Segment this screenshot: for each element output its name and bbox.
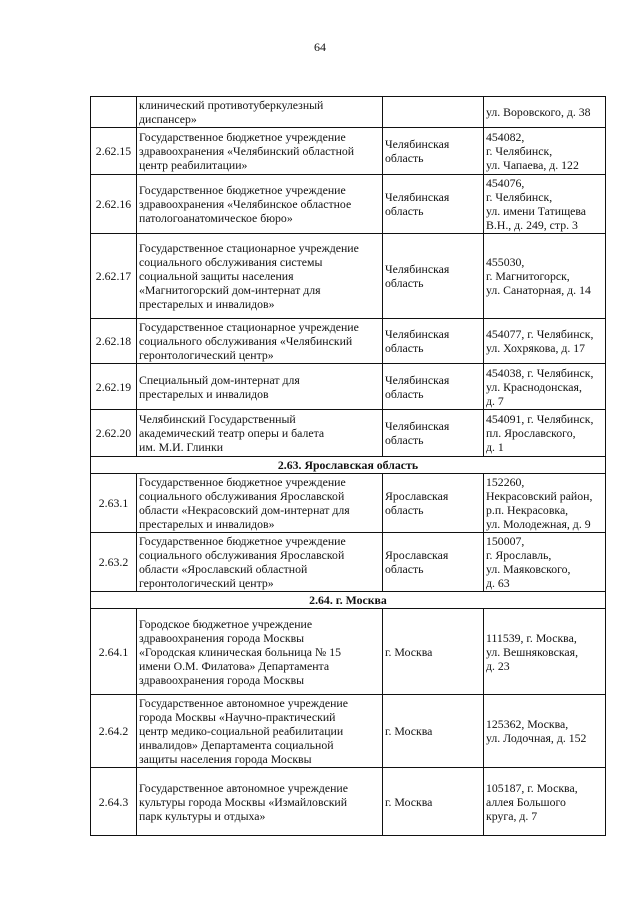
address-line: г. Челябинск, [486,144,553,158]
institution-name-line: геронтологический центр» [139,348,274,362]
table-row [91,319,606,364]
region-line: Челябинская [385,327,450,341]
region-line: область [385,151,424,165]
item-number: 2.63.2 [91,533,137,592]
region-line: г. Москва [385,724,433,738]
institution-name-cell [137,410,383,457]
institution-name-line: Государственное бюджетное учреждение [139,534,346,548]
address-line: В.Н., д. 249, стр. 3 [486,218,578,232]
table-row [91,410,606,457]
region-line: Челябинская [385,262,450,276]
item-number: 2.64.2 [91,695,137,768]
address-line: 150007, [486,534,525,548]
address-line: 105187, г. Москва, [486,780,578,795]
table-row [91,695,606,768]
address-cell [484,234,606,319]
address-line: 454076, [486,176,525,190]
item-number: 2.62.18 [91,319,137,364]
institution-name-line: Государственное бюджетное учреждение [139,475,346,489]
address-line: ул. Чапаева, д. 122 [486,158,579,172]
address-line: ул. Краснодонская, [486,379,582,394]
institution-name-line: здравоохранения «Челябинское областное [139,197,352,211]
institution-name-line: социального обслуживания Ярославской [139,489,345,503]
region-cell [383,474,484,533]
institution-name-line: патологоанатомическое бюро» [139,211,293,225]
address-line: д. 23 [486,658,510,673]
address-cell [484,609,606,695]
region-line: область [385,562,424,576]
address-line: аллея Большого [486,794,566,809]
institution-name-cell [137,533,383,592]
address-line: Некрасовский район, [486,489,593,503]
institution-name-line: Городское бюджетное учреждение [139,616,313,631]
institution-name-cell [137,364,383,410]
institution-name-line: диспансер» [139,112,197,126]
address-cell [484,474,606,533]
address-line: 111539, г. Москва, [486,630,577,645]
region-cell [383,319,484,364]
institution-name-line: Специальный дом-интернат для [139,372,300,387]
institutions-table [90,96,606,836]
address-cell [484,97,606,128]
address-line: д. 63 [486,576,510,590]
section-title: 2.64. г. Москва [91,592,606,609]
region-cell [383,695,484,768]
address-line: ул. Хохрякова, д. 17 [486,341,586,355]
section-title: 2.63. Ярославская область [91,457,606,474]
table-row [91,234,606,319]
table-body [91,97,606,836]
address-line: 455030, [486,255,525,269]
institution-name-line: социального обслуживания Ярославской [139,548,345,562]
region-cell [383,364,484,410]
region-line: область [385,386,424,401]
address-cell [484,128,606,175]
address-line: круга, д. 7 [486,808,538,823]
institution-name-cell [137,609,383,695]
region-line: Челябинская [385,137,450,151]
institution-name-line: клинический противотуберкулезный [139,98,324,112]
region-line: Ярославская [385,489,449,503]
region-line: Челябинская [385,190,450,204]
region-line: область [385,503,424,517]
address-line: г. Челябинск, [486,190,553,204]
address-line: д. 7 [486,393,504,408]
address-line: ул. Молодежная, д. 9 [486,517,591,531]
address-line: р.п. Некрасовка, [486,503,569,517]
address-line: ул. Маяковского, [486,562,571,576]
institution-name-line: Государственное стационарное учреждение [139,320,359,334]
table-row [91,474,606,533]
institution-name-line: социального обслуживания системы [139,255,323,269]
item-number: 2.64.1 [91,609,137,695]
institution-name-line: Государственное бюджетное учреждение [139,183,346,197]
region-line: область [385,204,424,218]
address-line: 454082, [486,130,525,144]
section-header-row [91,592,606,609]
region-line: область [385,341,424,355]
institution-name-line: парк культуры и отдыха» [139,808,266,823]
institution-name-line: им. М.И. Глинки [139,440,224,454]
institution-name-line: центр реабилитации» [139,158,248,172]
institution-name-cell [137,128,383,175]
address-cell [484,410,606,457]
table-row [91,768,606,836]
institution-name-line: Государственное бюджетное учреждение [139,130,346,144]
item-number: 2.64.3 [91,768,137,836]
address-cell [484,768,606,836]
institution-name-cell [137,768,383,836]
address-cell [484,175,606,234]
region-line: г. Москва [385,794,433,809]
institution-name-line: здравоохранения города Москвы [139,630,305,645]
address-line: г. Ярославль, [486,548,552,562]
institution-name-cell [137,695,383,768]
table-row [91,533,606,592]
region-cell [383,175,484,234]
institution-name-line: Государственное автономное учреждение [139,780,348,795]
table-row [91,609,606,695]
institution-name-line: Государственное автономное учреждение [139,696,348,710]
address-line: пл. Ярославского, [486,426,576,440]
address-line: ул. Воровского, д. 38 [486,105,591,119]
region-line: г. Москва [385,644,433,659]
institution-name-line: престарелых и инвалидов» [139,297,275,311]
address-line: 454091, г. Челябинск, [486,412,594,426]
institution-name-line: «Городская клиническая больница № 15 [139,644,341,659]
institution-name-line: города Москвы «Научно-практический [139,710,336,724]
item-number: 2.62.19 [91,364,137,410]
region-cell [383,533,484,592]
address-line: 152260, [486,475,525,489]
address-cell [484,364,606,410]
institution-name-line: культуры города Москвы «Измайловский [139,794,348,809]
institution-name-line: Государственное стационарное учреждение [139,241,359,255]
institution-name-cell [137,97,383,128]
region-line: Ярославская [385,548,449,562]
address-line: 125362, Москва, [486,717,569,731]
item-number: 2.62.17 [91,234,137,319]
institution-name-line: социальной защиты населения [139,269,294,283]
item-number: 2.62.20 [91,410,137,457]
region-cell [383,97,484,128]
region-cell [383,410,484,457]
region-line: Челябинская [385,372,450,387]
address-line: 454038, г. Челябинск, [486,365,594,380]
institution-name-line: центр медико-социальной реабилитации [139,724,344,738]
region-line: область [385,433,424,447]
region-line: Челябинская [385,419,450,433]
region-line: область [385,276,424,290]
page-number: 64 [314,40,326,54]
institution-name-line: защиты населения города Москвы [139,752,312,766]
institution-name-line: области «Некрасовский дом-интернат для [139,503,350,517]
institution-name-line: академический театр оперы и балета [139,426,325,440]
region-cell [383,234,484,319]
region-cell [383,609,484,695]
institution-name-line: престарелых и инвалидов» [139,517,275,531]
table-row [91,364,606,410]
institution-name-line: инвалидов» Департамента социальной [139,738,334,752]
institution-name-line: здравоохранения «Челябинский областной [139,144,355,158]
table-row [91,128,606,175]
address-cell [484,533,606,592]
address-line: д. 1 [486,440,504,454]
address-line: 454077, г. Челябинск, [486,327,594,341]
institution-name-line: здравоохранения города Москвы [139,672,305,687]
item-number: 2.62.16 [91,175,137,234]
institution-name-line: «Магнитогорский дом-интернат для [139,283,321,297]
institution-name-line: геронтологический центр» [139,576,274,590]
address-line: ул. Санаторная, д. 14 [486,283,591,297]
institution-name-cell [137,234,383,319]
address-cell [484,695,606,768]
region-cell [383,128,484,175]
table-row [91,97,606,128]
institution-name-line: Челябинский Государственный [139,412,296,426]
address-line: ул. имени Татищева [486,204,587,218]
institution-name-cell [137,474,383,533]
address-line: ул. Вешняковская, [486,644,579,659]
institution-name-line: социального обслуживания «Челябинский [139,334,353,348]
table-row [91,175,606,234]
address-line: ул. Лодочная, д. 152 [486,731,587,745]
region-cell [383,768,484,836]
institution-name-line: престарелых и инвалидов [139,386,269,401]
item-number [91,97,137,128]
institution-name-line: имени О.М. Филатова» Департамента [139,658,330,673]
item-number: 2.63.1 [91,474,137,533]
section-header-row [91,457,606,474]
address-line: г. Магнитогорск, [486,269,570,283]
institution-name-cell [137,319,383,364]
address-cell [484,319,606,364]
item-number: 2.62.15 [91,128,137,175]
institution-name-cell [137,175,383,234]
institution-name-line: области «Ярославский областной [139,562,308,576]
